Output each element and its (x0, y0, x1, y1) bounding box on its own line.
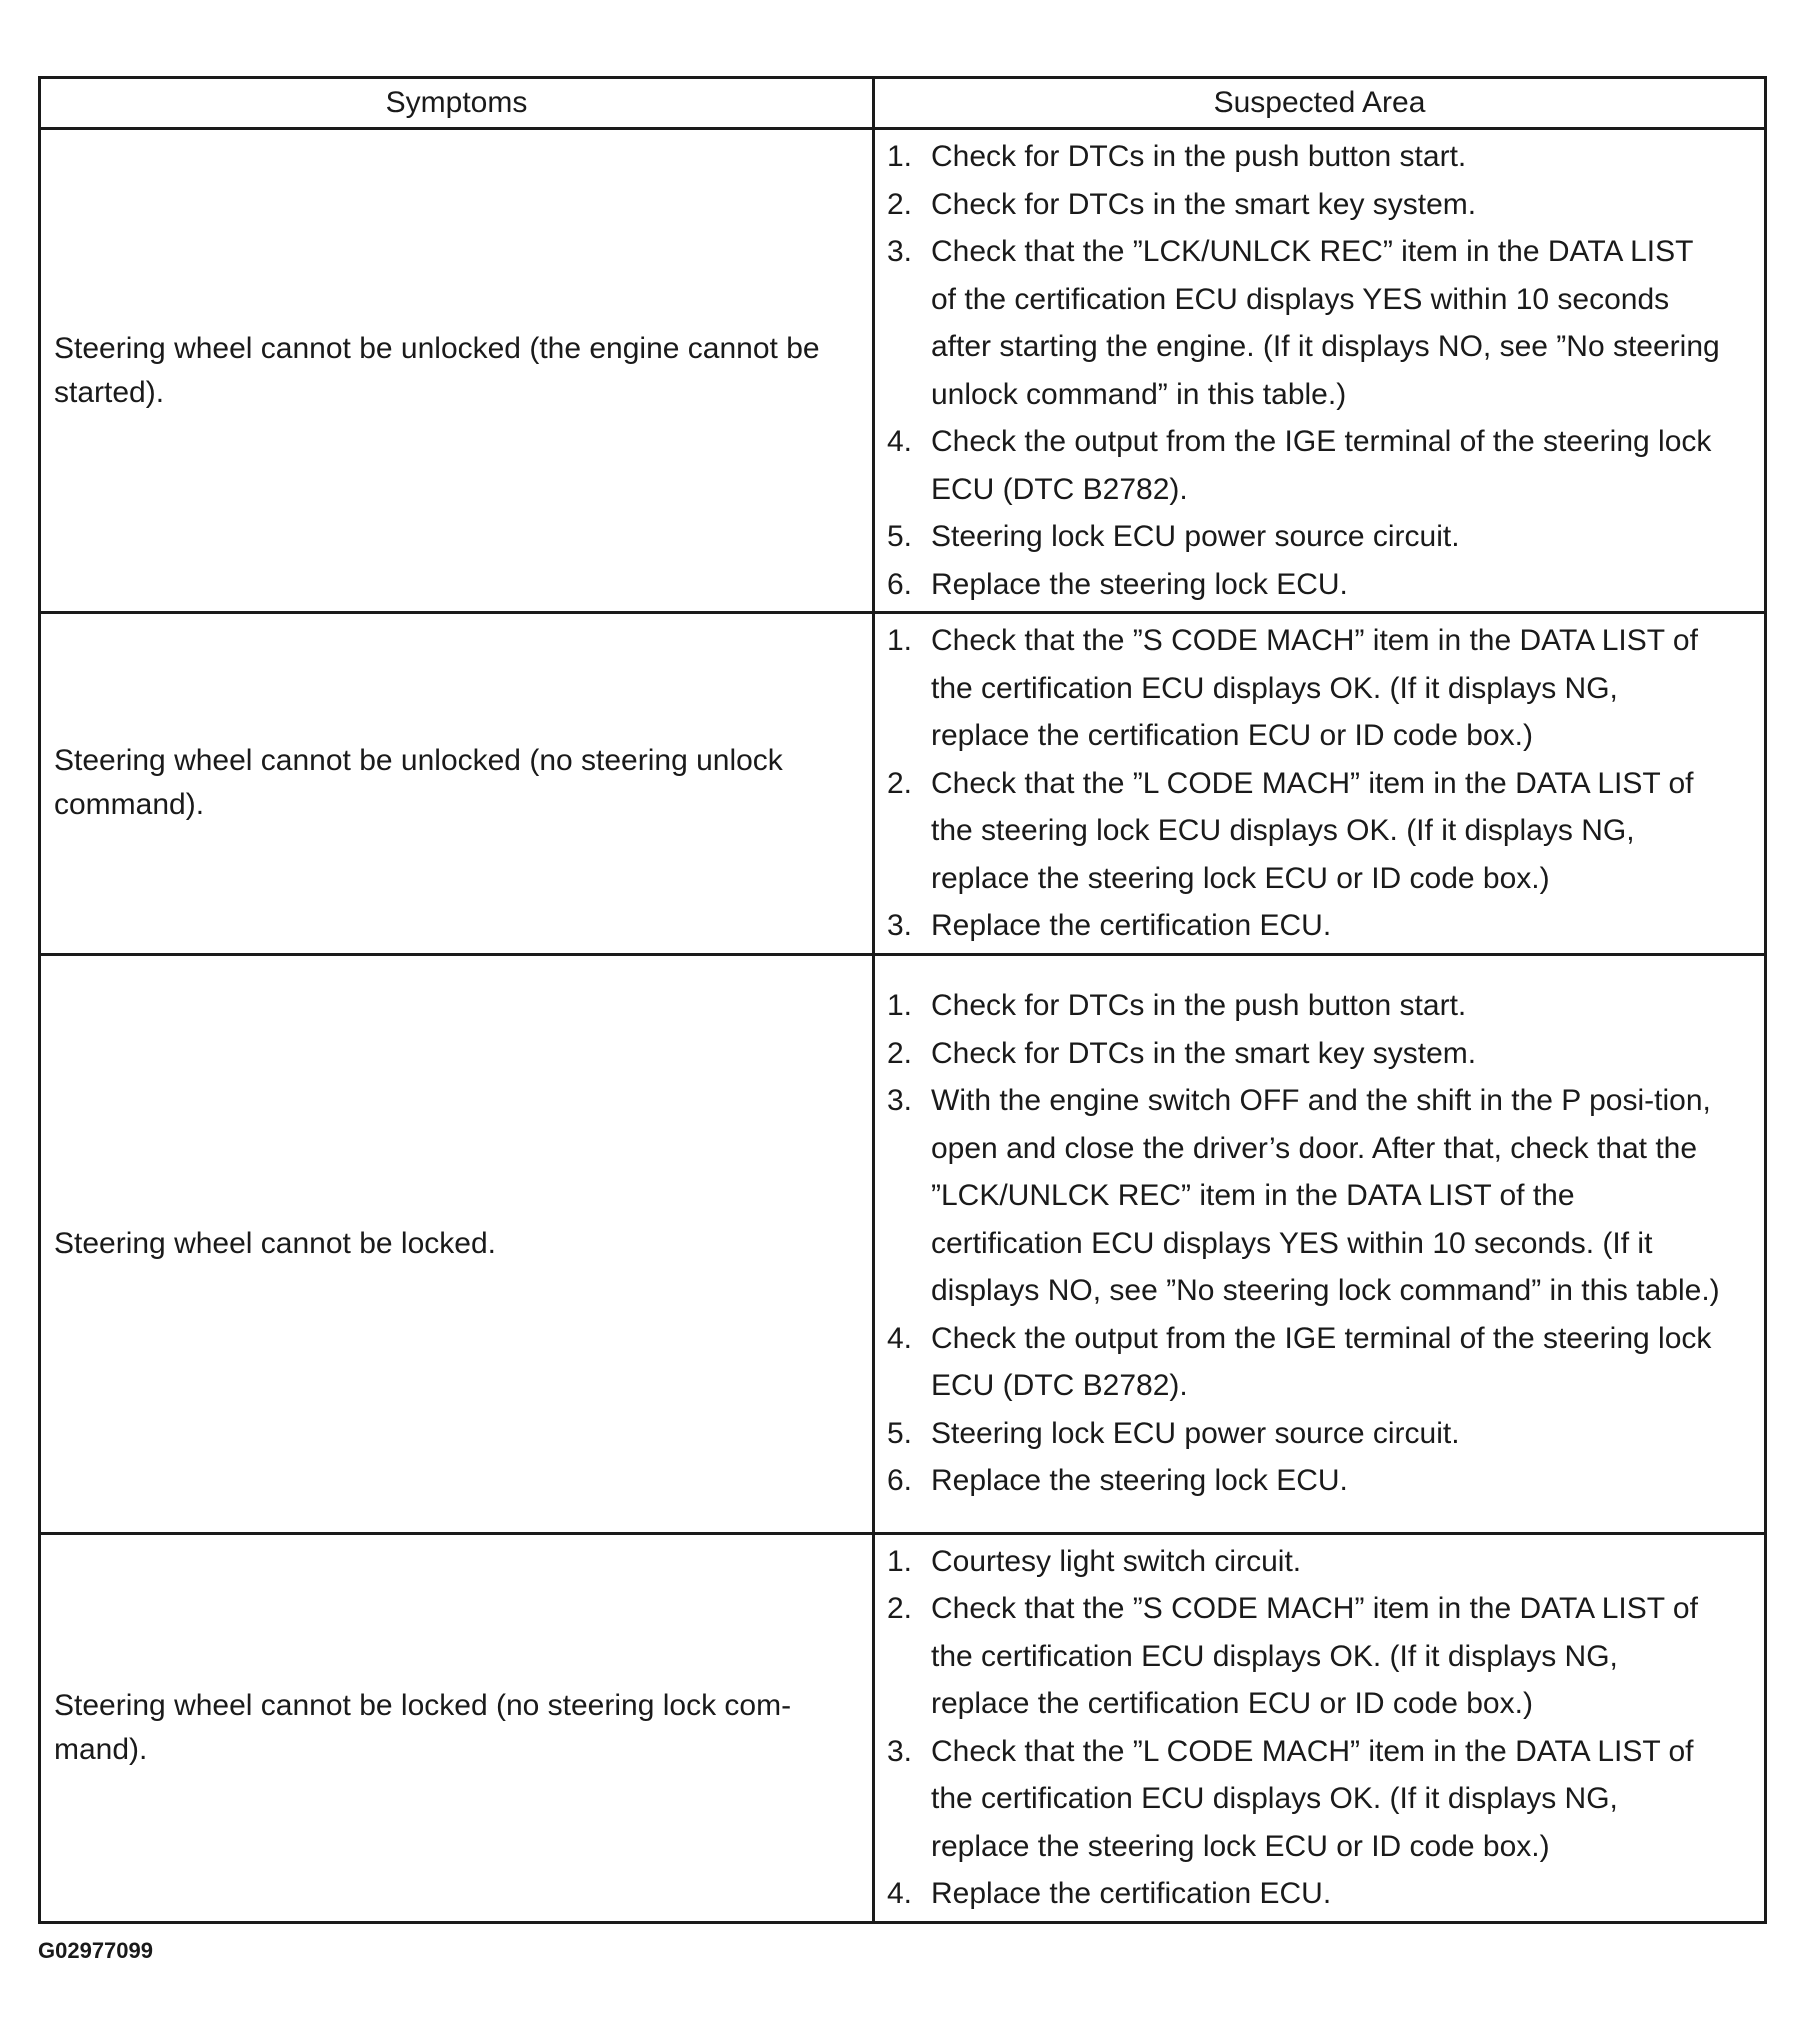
suspected-area-cell (874, 129, 1766, 613)
step-text: Replace the certification ECU. (931, 909, 1332, 942)
list-item (887, 181, 1724, 229)
step-number: 3. (887, 1734, 913, 1768)
step-number: 1. (887, 140, 913, 173)
list-item (887, 760, 1724, 903)
list-item (887, 617, 1724, 760)
step-text: Steering lock ECU power source circuit. (931, 520, 1460, 553)
step-text: Courtesy light switch circuit. (931, 1544, 1302, 1578)
header-symptoms: Symptoms (40, 78, 874, 129)
table-row (40, 1533, 1766, 1922)
step-text: Check for DTCs in the smart key system. (931, 187, 1477, 221)
list-item (887, 982, 1724, 1030)
step-number: 4. (887, 1321, 913, 1355)
step-number: 3. (887, 235, 913, 268)
step-number: 2. (887, 1036, 913, 1070)
list-item (887, 418, 1724, 513)
list-item (887, 228, 1724, 418)
table-row (40, 129, 1766, 613)
step-number: 2. (887, 187, 913, 221)
step-text: Check that the ”S CODE MACH” item in the DATA LIST of the certification ECU displays OK. (If it displays NG, replace the certification ECU or ID code box.) (931, 1592, 1698, 1720)
suspected-area-cell (874, 1533, 1766, 1922)
list-item (887, 1538, 1724, 1586)
list-item (887, 1585, 1724, 1728)
suspected-area-cell (874, 954, 1766, 1533)
step-number: 6. (887, 567, 913, 601)
step-number: 4. (887, 1877, 913, 1910)
table-row (40, 954, 1766, 1533)
step-number: 2. (887, 1592, 913, 1625)
step-text: Check for DTCs in the push button start. (931, 989, 1467, 1023)
step-number: 3. (887, 1084, 913, 1118)
step-number: 5. (887, 520, 913, 553)
list-item (887, 133, 1724, 181)
figure-id: G02977099 (38, 1938, 153, 1963)
list-item (887, 513, 1724, 561)
list-item (887, 561, 1724, 609)
step-number: 1. (887, 624, 913, 657)
table-header-row (40, 78, 1766, 129)
table-row (40, 613, 1766, 955)
steps-list (887, 1538, 1724, 1918)
step-text: Check for DTCs in the smart key system. (931, 1036, 1477, 1070)
symptom-cell: Steering wheel cannot be unlocked (the engine cannot be started). (40, 129, 874, 613)
step-number: 2. (887, 766, 913, 800)
symptom-cell: Steering wheel cannot be locked (no steering lock com-mand). (40, 1533, 874, 1922)
step-text: With the engine switch OFF and the shift in the P posi-tion, open and close the driver’s door. After that, check that the ”LCK/UNLCK REC” item in the DATA LIST of the certification ECU displays YES within 10 seconds. (If it displays NO, see ”No steering lock command” in this table.) (931, 1084, 1720, 1308)
step-text: Replace the steering lock ECU. (931, 1464, 1348, 1498)
steps-list (887, 617, 1724, 950)
step-text: Check that the ”LCK/UNLCK REC” item in the DATA LIST of the certification ECU displays YES within 10 seconds after starting the engine. (If it displays NO, see ”No steering unlock command” in this table.) (931, 235, 1720, 411)
steps-list (887, 133, 1724, 608)
list-item (887, 1315, 1724, 1410)
list-item (887, 1410, 1724, 1458)
list-item (887, 902, 1724, 950)
list-item (887, 1457, 1724, 1505)
troubleshooting-table (38, 76, 1767, 1924)
list-item (887, 1077, 1724, 1315)
step-text: Check the output from the IGE terminal of the steering lock ECU (DTC B2782). (931, 1321, 1712, 1403)
list-item (887, 1728, 1724, 1871)
step-text: Check for DTCs in the push button start. (931, 140, 1467, 173)
step-text: Check that the ”L CODE MACH” item in the DATA LIST of the steering lock ECU displays OK. (If it displays NG, replace the steering lock ECU or ID code box.) (931, 766, 1694, 895)
list-item (887, 1870, 1724, 1918)
list-item (887, 1030, 1724, 1078)
step-number: 4. (887, 425, 913, 458)
symptom-cell: Steering wheel cannot be unlocked (no steering unlock command). (40, 613, 874, 955)
step-text: Steering lock ECU power source circuit. (931, 1416, 1460, 1450)
step-number: 3. (887, 909, 913, 942)
step-number: 1. (887, 1544, 913, 1578)
header-suspected-area: Suspected Area (874, 78, 1766, 129)
symptom-cell: Steering wheel cannot be locked. (40, 954, 874, 1533)
step-text: Check that the ”S CODE MACH” item in the DATA LIST of the certification ECU displays OK. (If it displays NG, replace the certification ECU or ID code box.) (931, 624, 1698, 752)
step-number: 1. (887, 989, 913, 1023)
steps-list (887, 982, 1724, 1505)
step-number: 5. (887, 1416, 913, 1450)
step-number: 6. (887, 1464, 913, 1498)
step-text: Replace the steering lock ECU. (931, 567, 1348, 601)
step-text: Check the output from the IGE terminal of the steering lock ECU (DTC B2782). (931, 425, 1712, 506)
step-text: Replace the certification ECU. (931, 1877, 1332, 1910)
step-text: Check that the ”L CODE MACH” item in the DATA LIST of the certification ECU displays OK. (If it displays NG, replace the steering lock ECU or ID code box.) (931, 1734, 1694, 1863)
suspected-area-cell (874, 613, 1766, 955)
